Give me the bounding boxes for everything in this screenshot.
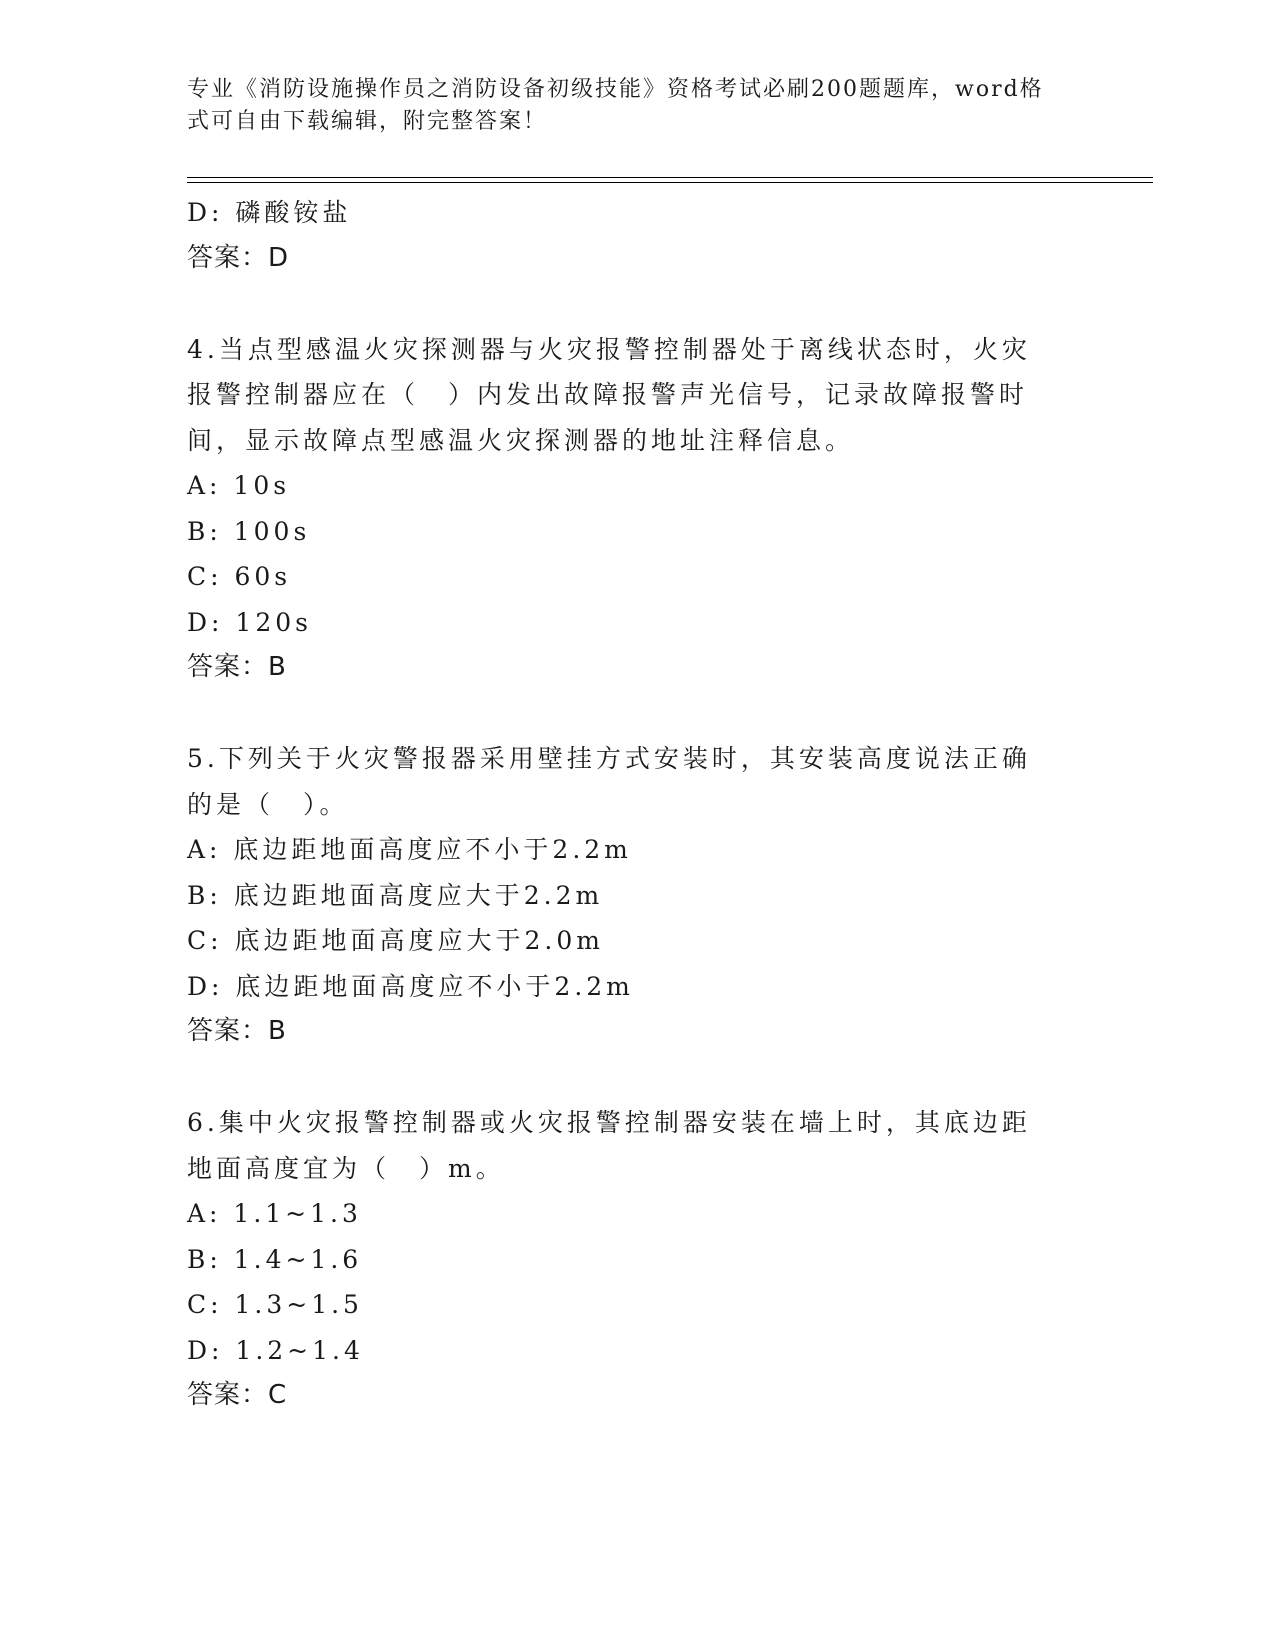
option-b: B: 1.4~1.6 bbox=[187, 1244, 363, 1274]
question-stem: 5.下列关于火灾警报器采用壁挂方式安装时，其安装高度说法正确的是（ ）。 bbox=[187, 744, 1031, 819]
spacer bbox=[187, 1055, 1057, 1101]
spacer bbox=[187, 691, 1057, 737]
option-b: B: 底边距地面高度应大于2.2m bbox=[187, 880, 604, 910]
answer-line: 答案：C bbox=[187, 1380, 288, 1410]
option-d: D: 120s bbox=[187, 607, 312, 637]
question-content bbox=[187, 190, 1057, 1419]
option-c: C: 60s bbox=[187, 562, 292, 591]
question-6 bbox=[187, 1100, 1057, 1419]
option-a: A: 1.1~1.3 bbox=[187, 1199, 362, 1228]
question-stem: 4.当点型感温火灾探测器与火灾报警控制器处于离线状态时，火灾报警控制器应在（ ）内发出故障报警声光信号，记录故障报警时间，显示故障点型感温火灾探测器的地址注释信息。 bbox=[187, 334, 1031, 455]
spacer bbox=[187, 281, 1057, 327]
option-d: D: 底边距地面高度应不小于2.2m bbox=[187, 971, 634, 1001]
header-rule-top bbox=[187, 177, 1153, 178]
answer-line: 答案：B bbox=[187, 652, 287, 682]
question-stem: 6.集中火灾报警控制器或火灾报警控制器安装在墙上时，其底边距地面高度宜为（ ）m。 bbox=[187, 1108, 1031, 1183]
question-5 bbox=[187, 736, 1057, 1055]
answer-line: 答案：D bbox=[187, 242, 290, 273]
option-a: A: 底边距地面高度应不小于2.2m bbox=[187, 835, 632, 864]
option-d: D: 磷酸铵盐 bbox=[187, 198, 352, 227]
option-c: C: 1.3~1.5 bbox=[187, 1290, 363, 1319]
option-a: A: 10s bbox=[187, 471, 291, 500]
document-header: 专业《消防设施操作员之消防设备初级技能》资格考试必刷200题题库，word格式可自由下载编辑，附完整答案！ bbox=[187, 77, 1044, 134]
option-d: D: 1.2~1.4 bbox=[187, 1335, 364, 1365]
option-b: B: 100s bbox=[187, 516, 311, 546]
option-c: C: 底边距地面高度应大于2.0m bbox=[187, 926, 604, 955]
answer-line: 答案：B bbox=[187, 1016, 287, 1046]
header-rule-bottom bbox=[187, 182, 1153, 183]
question-4 bbox=[187, 327, 1057, 691]
